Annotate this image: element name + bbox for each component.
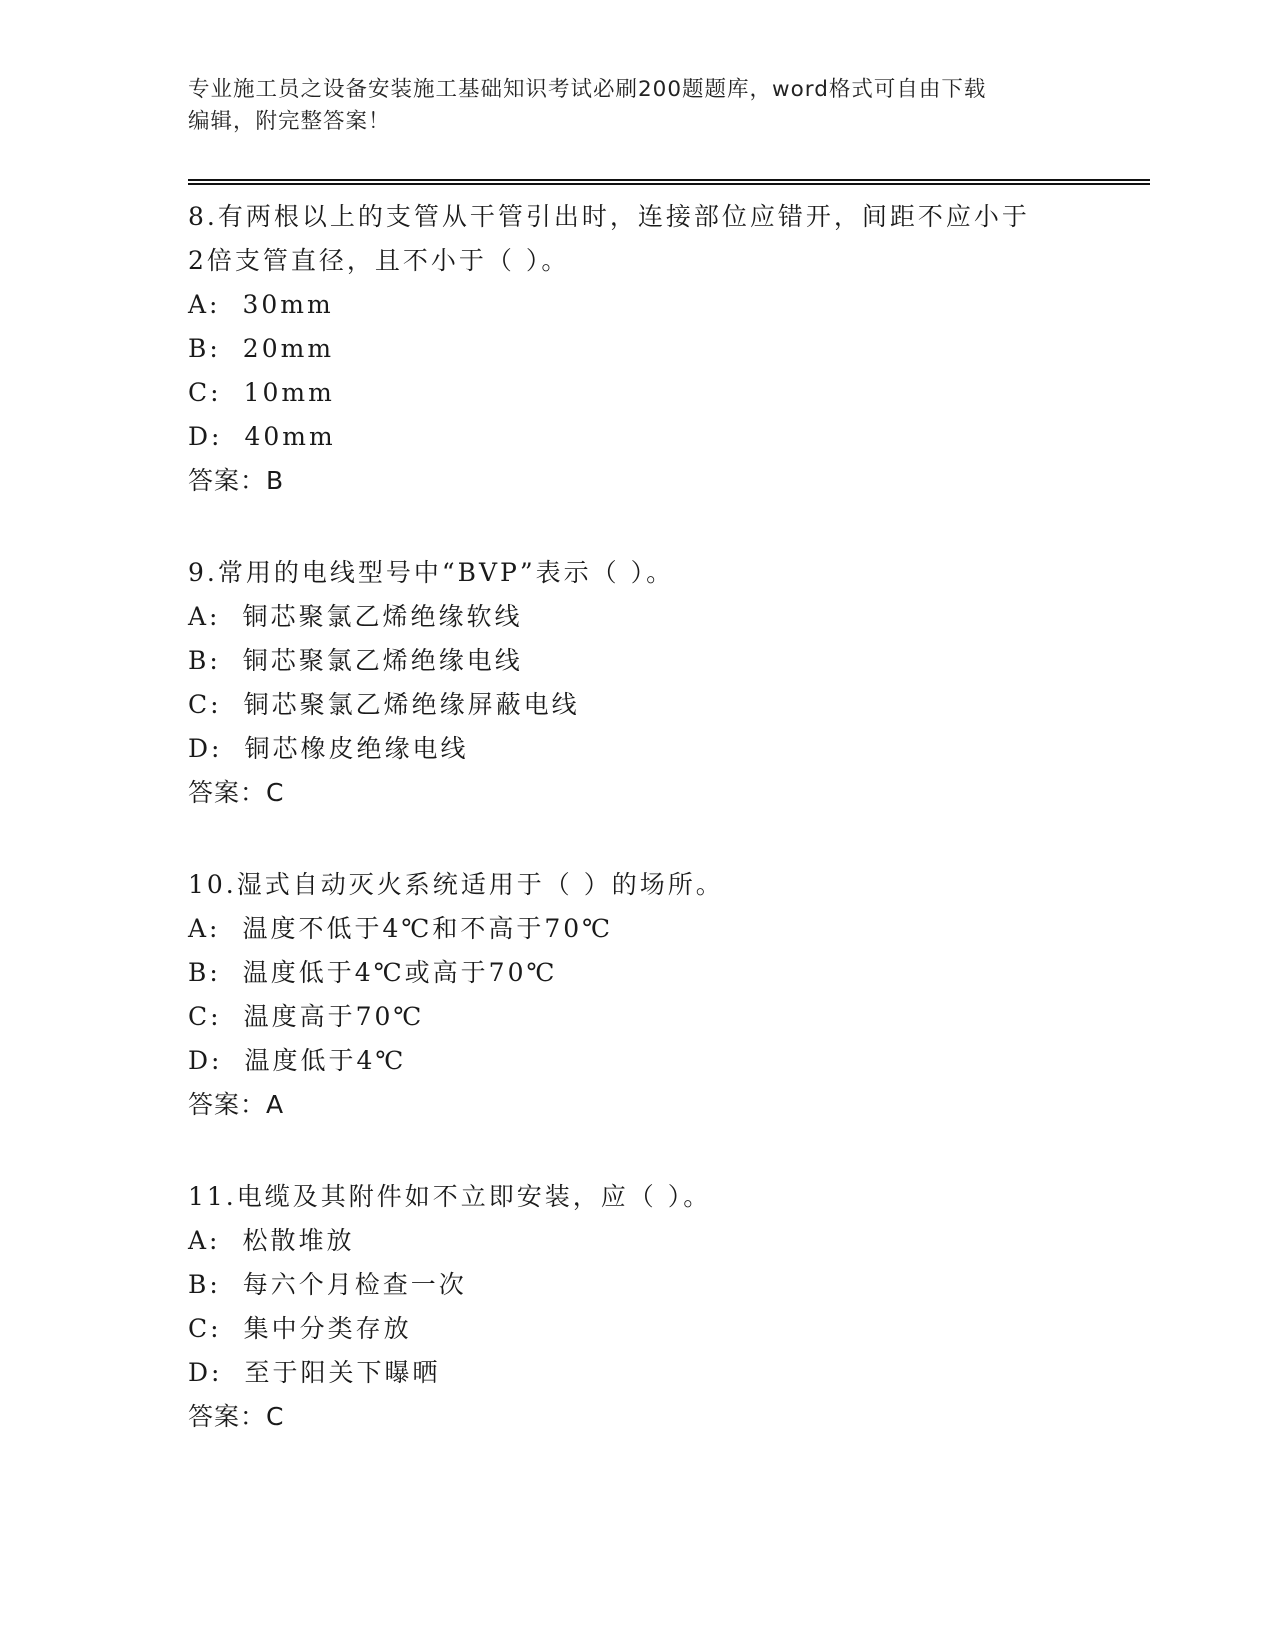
option-letter: B: [188,1270,221,1299]
option-c [188,371,1108,415]
question-11 [188,1175,1108,1439]
header-line-2: 编辑，附完整答案！ [188,109,391,134]
option-letter: C: [188,690,222,719]
option-a [188,1219,1108,1263]
option-c [188,683,1108,727]
answer-label: 答案：B [188,466,285,495]
option-text: 温度不低于4℃和不高于70℃ [242,914,614,943]
option-text: 松散堆放 [242,1226,355,1255]
option-letter: B: [188,958,221,987]
answer-label: 答案：C [188,778,285,807]
question-text-continued: 2倍支管直径，且不小于（ ）。 [188,246,570,275]
option-b [188,951,1108,995]
option-text: 铜芯聚氯乙烯绝缘软线 [242,602,523,631]
option-letter: D: [188,734,223,763]
document-header [188,74,1088,138]
option-text: 温度低于4℃ [244,1046,407,1075]
option-letter: D: [188,1046,223,1075]
option-text: 40mm [244,422,336,451]
option-text: 铜芯橡皮绝缘电线 [244,734,469,763]
option-letter: A: [188,914,221,943]
option-letter: A: [188,290,221,319]
option-text: 温度低于4℃或高于70℃ [242,958,558,987]
header-divider-top [188,179,1150,181]
question-text: 11.电缆及其附件如不立即安装，应（ ）。 [188,1182,712,1211]
option-a [188,907,1108,951]
option-d [188,727,1108,771]
option-letter: C: [188,378,222,407]
option-letter: B: [188,334,221,363]
question-10 [188,863,1108,1127]
option-b [188,327,1108,371]
option-c [188,995,1108,1039]
option-letter: A: [188,602,221,631]
option-text: 20mm [242,334,335,363]
option-text: 至于阳关下曝晒 [244,1358,441,1387]
option-b [188,639,1108,683]
answer-label: 答案：A [188,1090,285,1119]
answer-label: 答案：C [188,1402,285,1431]
option-text: 铜芯聚氯乙烯绝缘屏蔽电线 [243,690,580,719]
option-text: 每六个月检查一次 [242,1270,467,1299]
option-text: 温度高于70℃ [243,1002,425,1031]
option-a [188,595,1108,639]
question-8 [188,195,1108,503]
option-letter: C: [188,1314,222,1343]
option-d [188,415,1108,459]
question-text: 8.有两根以上的支管从干管引出时，连接部位应错开，间距不应小于 [188,202,1030,231]
question-list [188,195,1108,1487]
option-text: 10mm [243,378,335,407]
option-text: 30mm [242,290,334,319]
option-d [188,1039,1108,1083]
option-letter: D: [188,1358,223,1387]
option-letter: A: [188,1226,221,1255]
option-letter: B: [188,646,221,675]
option-letter: D: [188,422,223,451]
option-text: 集中分类存放 [243,1314,412,1343]
option-text: 铜芯聚氯乙烯绝缘电线 [242,646,523,675]
option-a [188,283,1108,327]
question-text: 10.湿式自动灭火系统适用于（ ）的场所。 [188,870,724,899]
option-b [188,1263,1108,1307]
question-9 [188,551,1108,815]
option-letter: C: [188,1002,222,1031]
question-text: 9.常用的电线型号中“BVP”表示（ ）。 [188,558,675,587]
header-line-1: 专业施工员之设备安装施工基础知识考试必刷200题题库，word格式可自由下载 [188,77,987,102]
header-divider-bottom [188,183,1150,185]
option-d [188,1351,1108,1395]
option-c [188,1307,1108,1351]
